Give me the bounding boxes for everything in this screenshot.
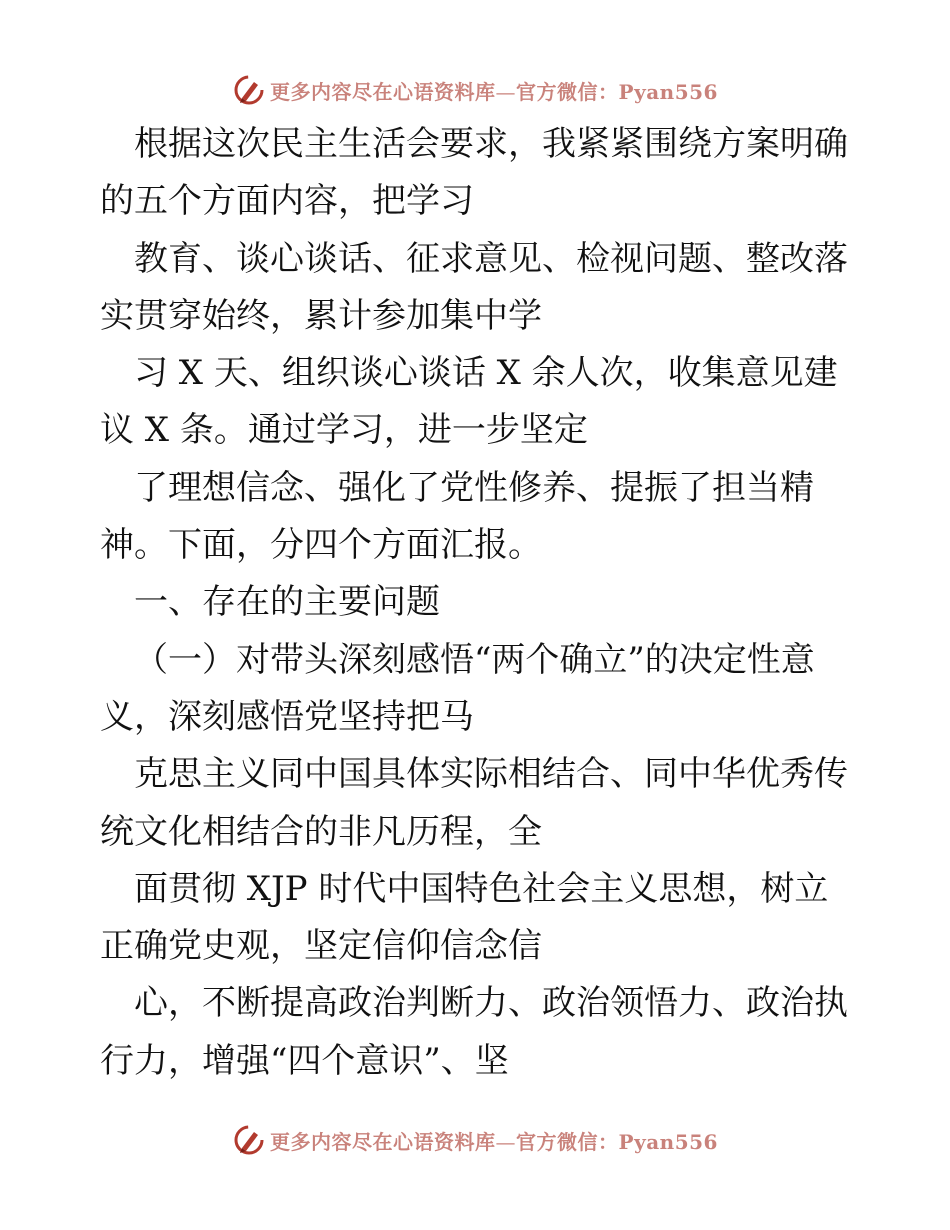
document-body [100, 116, 860, 1090]
header-banner-main: 更多内容尽在心语资料库 [270, 79, 496, 104]
text-line: （一）对带头深刻感悟“两个确立”的决定性意 [134, 639, 815, 680]
header-banner-content [232, 73, 718, 107]
pen-logo-icon [232, 1123, 266, 1157]
text-line: 义，深刻感悟党坚持把马 [100, 696, 474, 737]
header-banner-text [270, 76, 718, 105]
text-line: 正确党史观，坚定信仰信念信 [100, 926, 542, 967]
footer-banner-dash: — [495, 1129, 517, 1154]
text-line: 行力，增强“四个意识”、坚 [100, 1040, 509, 1081]
text-line: 神。下面，分四个方面汇报。 [100, 525, 542, 566]
text-line: 实贯穿始终，累计参加集中学 [100, 295, 542, 336]
footer-banner-main: 更多内容尽在心语资料库 [270, 1129, 496, 1154]
text-line: 心，不断提高政治判断力、政治领悟力、政治执 [134, 983, 848, 1024]
section-heading: 一、存在的主要问题 [134, 582, 440, 623]
text-line: 教育、谈心谈话、征求意见、检视问题、整改落 [134, 238, 848, 279]
footer-banner-content [232, 1123, 718, 1157]
text-line: 议 X 条。通过学习，进一步坚定 [100, 410, 588, 451]
footer-banner-wechat: 官方微信：Pyan556 [516, 1129, 718, 1154]
text-line: 根据这次民主生活会要求，我紧紧围绕方案明确 [134, 124, 848, 164]
text-line: 统文化相结合的非凡历程，全 [100, 811, 542, 852]
text-line: 的五个方面内容，把学习 [100, 181, 474, 222]
header-banner-dash: — [495, 79, 517, 104]
footer-banner [0, 1120, 950, 1160]
footer-banner-text [270, 1126, 718, 1155]
text-line: 了理想信念、强化了党性修养、提振了担当精 [134, 467, 814, 508]
text-line: 克思主义同中国具体实际相结合、同中华优秀传 [134, 754, 848, 795]
text-line: 习 X 天、组织谈心谈话 X 余人次，收集意见建 [134, 353, 838, 394]
text-line: 面贯彻 XJP 时代中国特色社会主义思想，树立 [134, 868, 829, 909]
header-banner-wechat: 官方微信：Pyan556 [516, 79, 718, 104]
header-banner [0, 70, 950, 110]
pen-logo-icon [232, 73, 266, 107]
